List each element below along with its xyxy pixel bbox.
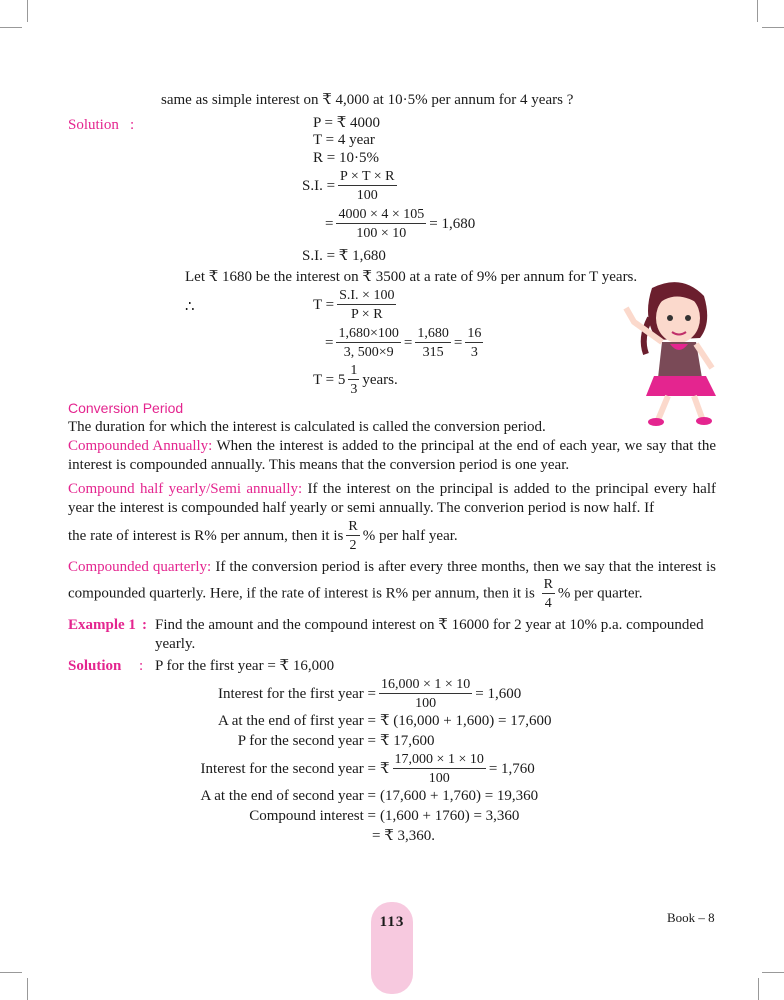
solution-colon: : — [130, 117, 135, 133]
crop-mark — [758, 978, 759, 1000]
definition: If the conversion period is after every three months, then we say that the interest is compounded quarterly. Here, if the rate of interest is R% per annum, then it is — [68, 559, 716, 602]
quarterly-paragraph — [68, 558, 716, 611]
numerator: 17,000 × 1 × 10 — [394, 752, 484, 767]
crop-mark — [762, 27, 784, 28]
numerator: 1 — [350, 363, 358, 378]
text: % per — [557, 585, 594, 602]
fraction — [336, 207, 426, 241]
example-colon: : — [142, 617, 147, 633]
denominator: 2 — [349, 538, 357, 553]
rhs: (1,600 + 1760) = 3,360 — [380, 808, 520, 824]
numerator: 1,680 — [417, 326, 449, 341]
numerator: 16,000 × 1 × 10 — [381, 677, 471, 692]
denominator: 3 — [470, 345, 478, 360]
term: Compounded Annually: — [68, 438, 213, 454]
denominator: 100 — [356, 188, 378, 203]
solution-colon: : — [139, 658, 144, 674]
example-text: Find the amount and the compound interest on ₹ 16000 for 2 year at 10% p.a. compounded — [155, 617, 704, 633]
t-lhs: T = — [313, 296, 335, 313]
half-yearly-paragraph — [68, 480, 716, 518]
t-formula — [313, 288, 399, 322]
compounded-annually-paragraph — [68, 437, 716, 475]
lhs: A at the end of second year = — [200, 788, 376, 804]
t-final-unit: years. — [362, 371, 398, 388]
denominator: 100 — [415, 696, 437, 711]
equals: = — [453, 334, 463, 351]
fraction — [393, 752, 486, 786]
quarterly-end: quarter. — [597, 585, 643, 602]
denominator: 3, 500×9 — [343, 345, 394, 360]
main-flow — [68, 399, 716, 847]
denominator: 100 × 10 — [356, 226, 407, 241]
si-formula — [302, 169, 400, 203]
si-result: S.I. = ₹ 1,680 — [302, 248, 386, 264]
equals: = — [403, 334, 413, 351]
lhs: Compound interest = — [249, 808, 376, 824]
solution-label: Solution — [68, 658, 122, 674]
example-label: Example 1 — [68, 617, 136, 633]
numerator: R — [543, 577, 553, 592]
amount-second-year — [68, 787, 716, 806]
numerator: P × T × R — [340, 169, 395, 184]
book-label: Book – 8 — [667, 910, 715, 925]
solution-label: Solution — [68, 117, 119, 133]
lhs: Interest for the second year = — [200, 760, 376, 777]
denominator: 315 — [422, 345, 444, 360]
equals: = — [325, 334, 334, 351]
t-calculation — [325, 326, 486, 360]
compound-interest-final: = ₹ 3,360. — [372, 828, 436, 844]
rupee-symbol: ₹ — [380, 760, 390, 777]
section-heading: Conversion Period — [68, 400, 184, 416]
crop-mark — [0, 972, 22, 973]
fraction — [337, 288, 396, 322]
result: = 1,760 — [488, 760, 535, 777]
t-final-lhs: T = 5 — [313, 371, 346, 388]
numerator: 4000 × 4 × 105 — [338, 207, 425, 222]
fraction — [346, 519, 359, 553]
rhs: ₹ (16,000 + 1,600) = 17,600 — [380, 713, 552, 729]
denominator: 4 — [544, 596, 552, 611]
fraction — [338, 169, 396, 203]
crop-mark — [757, 0, 758, 22]
question-text: same as simple interest on ₹ 4,000 at 10·5% per annum for 4 years ? — [161, 92, 574, 108]
term: Compound half yearly/Semi annually: — [68, 481, 303, 497]
compound-interest-final-row — [68, 827, 716, 846]
term: Compounded quarterly: — [68, 559, 212, 575]
p-first-year: P for the first year = ₹ 16,000 — [155, 658, 335, 674]
definition: If the interest on the principal is added to the principal every half year the interest is compounded half yearly or semi annually. The converion period is now half. If — [68, 481, 716, 516]
compound-interest — [68, 807, 716, 826]
t-final — [313, 363, 398, 397]
lhs: P for the second year = — [237, 733, 376, 749]
fraction — [415, 326, 451, 360]
denominator: P × R — [351, 307, 383, 322]
interest-first-year — [68, 677, 716, 711]
fraction — [542, 577, 555, 611]
crop-mark — [27, 978, 28, 1000]
page-number: 113 — [371, 902, 413, 994]
crop-mark — [0, 27, 22, 28]
fraction — [465, 326, 483, 360]
text: % per half year. — [362, 527, 458, 544]
conversion-intro: The duration for which the interest is calculated is called the conversion period. — [68, 419, 546, 435]
numerator: 16 — [467, 326, 482, 341]
lhs: A at the end of first year = — [218, 713, 376, 729]
rhs: ₹ 17,600 — [380, 733, 435, 749]
fraction — [348, 363, 359, 397]
rhs: (17,600 + 1,760) = 19,360 — [380, 788, 539, 804]
crop-mark — [27, 0, 28, 22]
p-second-year — [68, 732, 716, 751]
numerator: 1,680×100 — [338, 326, 399, 341]
solution-header — [68, 657, 716, 676]
amount-first-year — [68, 712, 716, 731]
numerator: R — [348, 519, 358, 534]
fraction — [336, 326, 400, 360]
half-yearly-rate — [68, 519, 716, 553]
crop-mark — [762, 972, 784, 973]
interest-second-year — [68, 752, 716, 786]
lhs: Interest for the first year = — [218, 685, 376, 702]
fraction — [379, 677, 472, 711]
example-1 — [68, 616, 716, 654]
given-p: P = ₹ 4000 — [313, 115, 381, 131]
text: the rate of interest is R% per annum, then it is — [68, 527, 344, 544]
given-t: T = 4 year — [313, 132, 375, 148]
result: = 1,680 — [429, 215, 476, 232]
si-calculation — [325, 207, 475, 241]
given-r: R = 10·5% — [313, 150, 379, 166]
denominator: 3 — [350, 382, 358, 397]
si-lhs: S.I. = — [302, 177, 336, 194]
denominator: 100 — [428, 771, 450, 786]
equals: = — [325, 215, 334, 232]
numerator: S.I. × 100 — [339, 288, 395, 303]
example-statement — [155, 616, 716, 654]
let-statement: Let ₹ 1680 be the interest on ₹ 3500 at a rate of 9% per annum for T years. — [185, 269, 638, 285]
example-text-cont: yearly. — [155, 636, 196, 652]
result: = 1,600 — [475, 685, 522, 702]
therefore-symbol: ∴ — [185, 299, 195, 315]
definition: When the interest is added to the principal at the end of each year, we say that the interest is compounded annually. This means that the conversion period is one year. — [68, 438, 716, 473]
